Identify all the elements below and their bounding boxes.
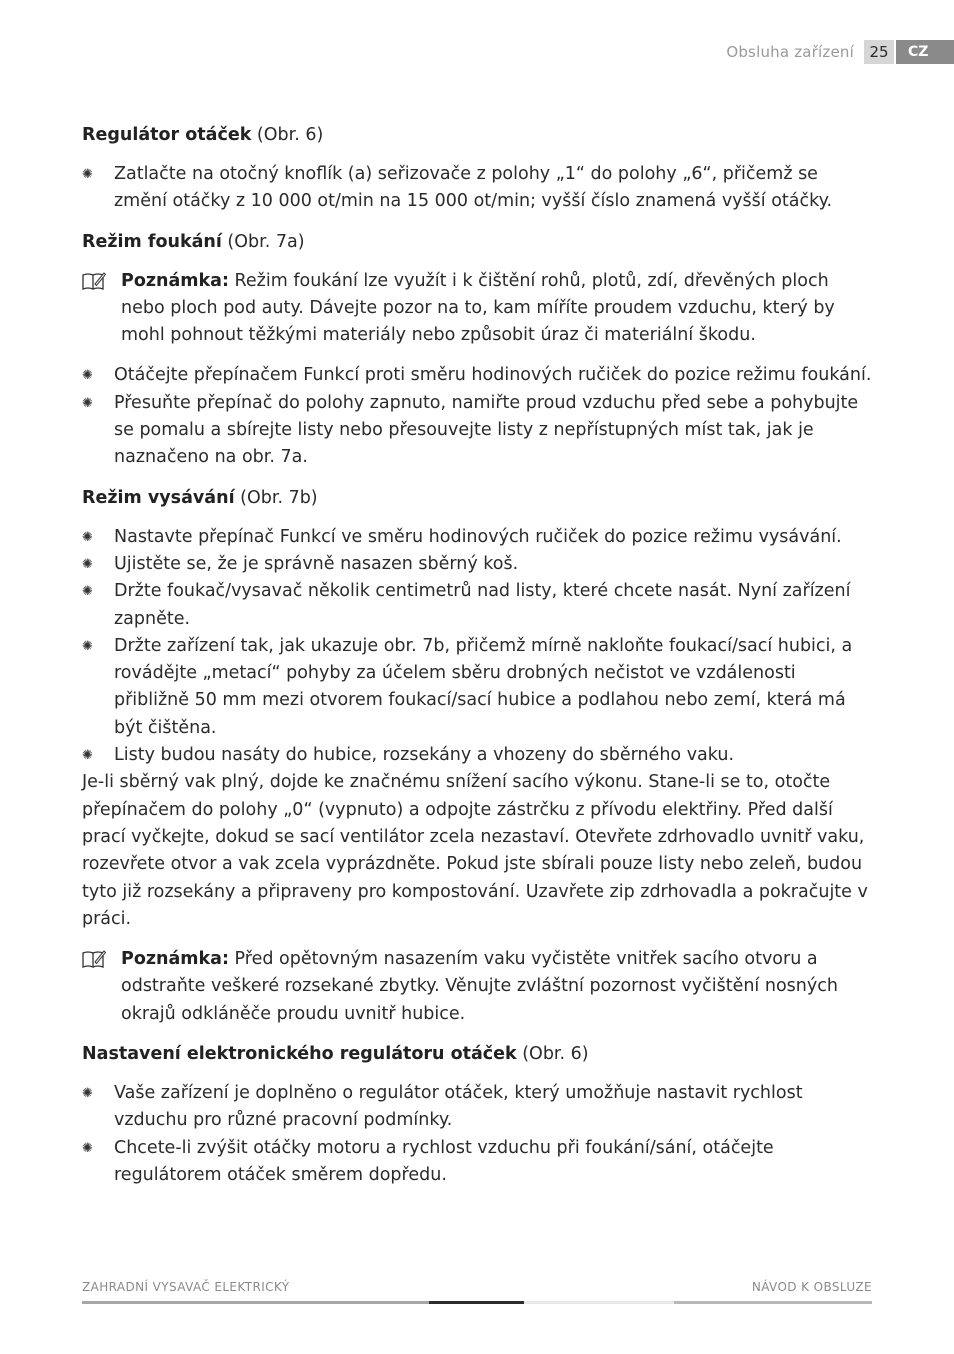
bullet-list <box>82 362 874 471</box>
gear-bullet-icon: ✺ <box>82 638 93 654</box>
footer-divider-segment <box>524 1301 674 1304</box>
bullet-list <box>82 524 874 770</box>
footer-divider <box>82 1301 872 1304</box>
list-item: ✺ Držte foukač/vysavač několik centimetrů nad listy, které chcete nasát. Nyní zařízení zapněte. <box>82 578 874 633</box>
note-block <box>82 268 874 350</box>
list-item: ✺ Listy budou nasáty do hubice, rozsekány a vhozeny do sběrného vaku. <box>82 742 874 769</box>
gear-bullet-icon: ✺ <box>82 584 93 600</box>
bullet-list <box>82 161 874 216</box>
gear-bullet-icon: ✺ <box>82 1140 93 1156</box>
gear-bullet-icon: ✺ <box>82 368 93 384</box>
section-speed-regulator <box>82 122 874 216</box>
section-heading: Režim foukání (Obr. 7a) <box>82 231 305 252</box>
section-blow-mode <box>82 229 874 472</box>
gear-bullet-icon: ✺ <box>82 1086 93 1102</box>
gear-bullet-icon: ✺ <box>82 748 93 764</box>
section-heading: Režim vysávání (Obr. 7b) <box>82 487 318 508</box>
note-pencil-icon <box>82 950 106 968</box>
section-electronic-regulator <box>82 1041 874 1189</box>
gear-bullet-icon: ✺ <box>82 556 93 572</box>
note-text: Před opětovným nasazením vaku vyčistěte vnitřek sacího otvoru a odstraňte veškeré rozsekané zbytky. Věnujte zvláštní pozornost vyčištění nosných okrajů odkláněče proudu uvnitř hubice. <box>121 949 838 1024</box>
body-paragraph: Je-li sběrný vak plný, dojde ke značnému snížení sacího výkonu. Stane-li se to, otočte přepínačem do polohy „0“ (vypnuto) a odpojte zástrčku z přívodu elektřiny. Před další prací vyčkejte, dokud se sací ventilátor zcela nezastaví. Otevřete zdrhovadlo uvnitř vaku, rozevřete otvor a vak zcela vyprázdněte. Pokud jste sbírali pouze listy nebo zeleň, budou tyto již rozsekány a připraveny pro kompostování. Uzavřete zip zdrhovadla a pokračujte v práci. <box>82 772 868 929</box>
list-item: ✺ Zatlačte na otočný knoflík (a) seřizovače z polohy „1“ do polohy „6“, přičemž se změní otáčky z 10 000 ot/min na 15 000 ot/min; vyšší číslo znamená vyšší otáčky. <box>82 161 874 216</box>
list-item: ✺ Přesuňte přepínač do polohy zapnuto, namiřte proud vzduchu před sebe a pohybujte se pomalu a sbírejte listy nebo přesouvejte listy z nepřístupných míst tak, jak je naznačeno na obr. 7a. <box>82 390 874 472</box>
note-text: Režim foukání lze využít i k čištění rohů, plotů, zdí, dřevěných ploch nebo ploch pod auty. Dávejte pozor na to, kam míříte proudem vzduchu, který by mohl pohnout těžkými materiály nebo způsobit úraz či materiální škodu. <box>121 270 835 346</box>
gear-bullet-icon: ✺ <box>82 167 93 182</box>
language-badge: CZ <box>896 40 954 64</box>
gear-bullet-icon: ✺ <box>82 395 93 411</box>
bullet-list <box>82 1080 874 1189</box>
section-vacuum-mode <box>82 485 874 1028</box>
footer-divider-segment <box>674 1301 872 1304</box>
list-item: ✺ Ujistěte se, že je správně nasazen sběrný koš. <box>82 551 874 578</box>
list-item: ✺ Nastavte přepínač Funkcí ve směru hodinových ručiček do pozice režimu vysávání. <box>82 524 874 551</box>
footer-manual-name: NÁVOD K OBSLUZE <box>751 1280 872 1294</box>
header-title: Obsluha zařízení <box>726 43 854 61</box>
section-heading: Nastavení elektronického regulátoru otáček (Obr. 6) <box>82 1044 589 1065</box>
page-header <box>726 40 954 64</box>
note-label: Poznámka: <box>121 270 229 291</box>
note-pencil-icon <box>82 272 106 290</box>
gear-bullet-icon: ✺ <box>82 529 93 545</box>
footer-divider-segment <box>82 1301 429 1304</box>
list-item: ✺ Chcete-li zvýšit otáčky motoru a rychlost vzduchu při foukání/sání, otáčejte regulátorem otáček směrem dopředu. <box>82 1135 874 1190</box>
page-number: 25 <box>864 40 894 64</box>
footer-divider-segment <box>429 1301 524 1304</box>
note-block <box>82 946 874 1028</box>
note-label: Poznámka: <box>121 949 229 970</box>
page-content <box>82 122 874 1202</box>
footer-product-name: ZAHRADNÍ VYSAVAČ ELEKTRICKÝ <box>82 1280 290 1294</box>
list-item: ✺ Otáčejte přepínačem Funkcí proti směru hodinových ručiček do pozice režimu foukání. <box>82 362 874 389</box>
section-heading: Regulátor otáček (Obr. 6) <box>82 125 324 145</box>
list-item: ✺ Vaše zařízení je doplněno o regulátor otáček, který umožňuje nastavit rychlost vzduchu pro různé pracovní podmínky. <box>82 1080 874 1135</box>
list-item: ✺ Držte zařízení tak, jak ukazuje obr. 7b, přičemž mírně nakloňte foukací/sací hubici, a rovádějte „metací“ pohyby za účelem sběru drobných nečistot ve vzdálenosti přibližně 50 mm mezi otvorem foukací/sací hubice a podlahou nebo zemí, která má být čištěna. <box>82 633 874 742</box>
